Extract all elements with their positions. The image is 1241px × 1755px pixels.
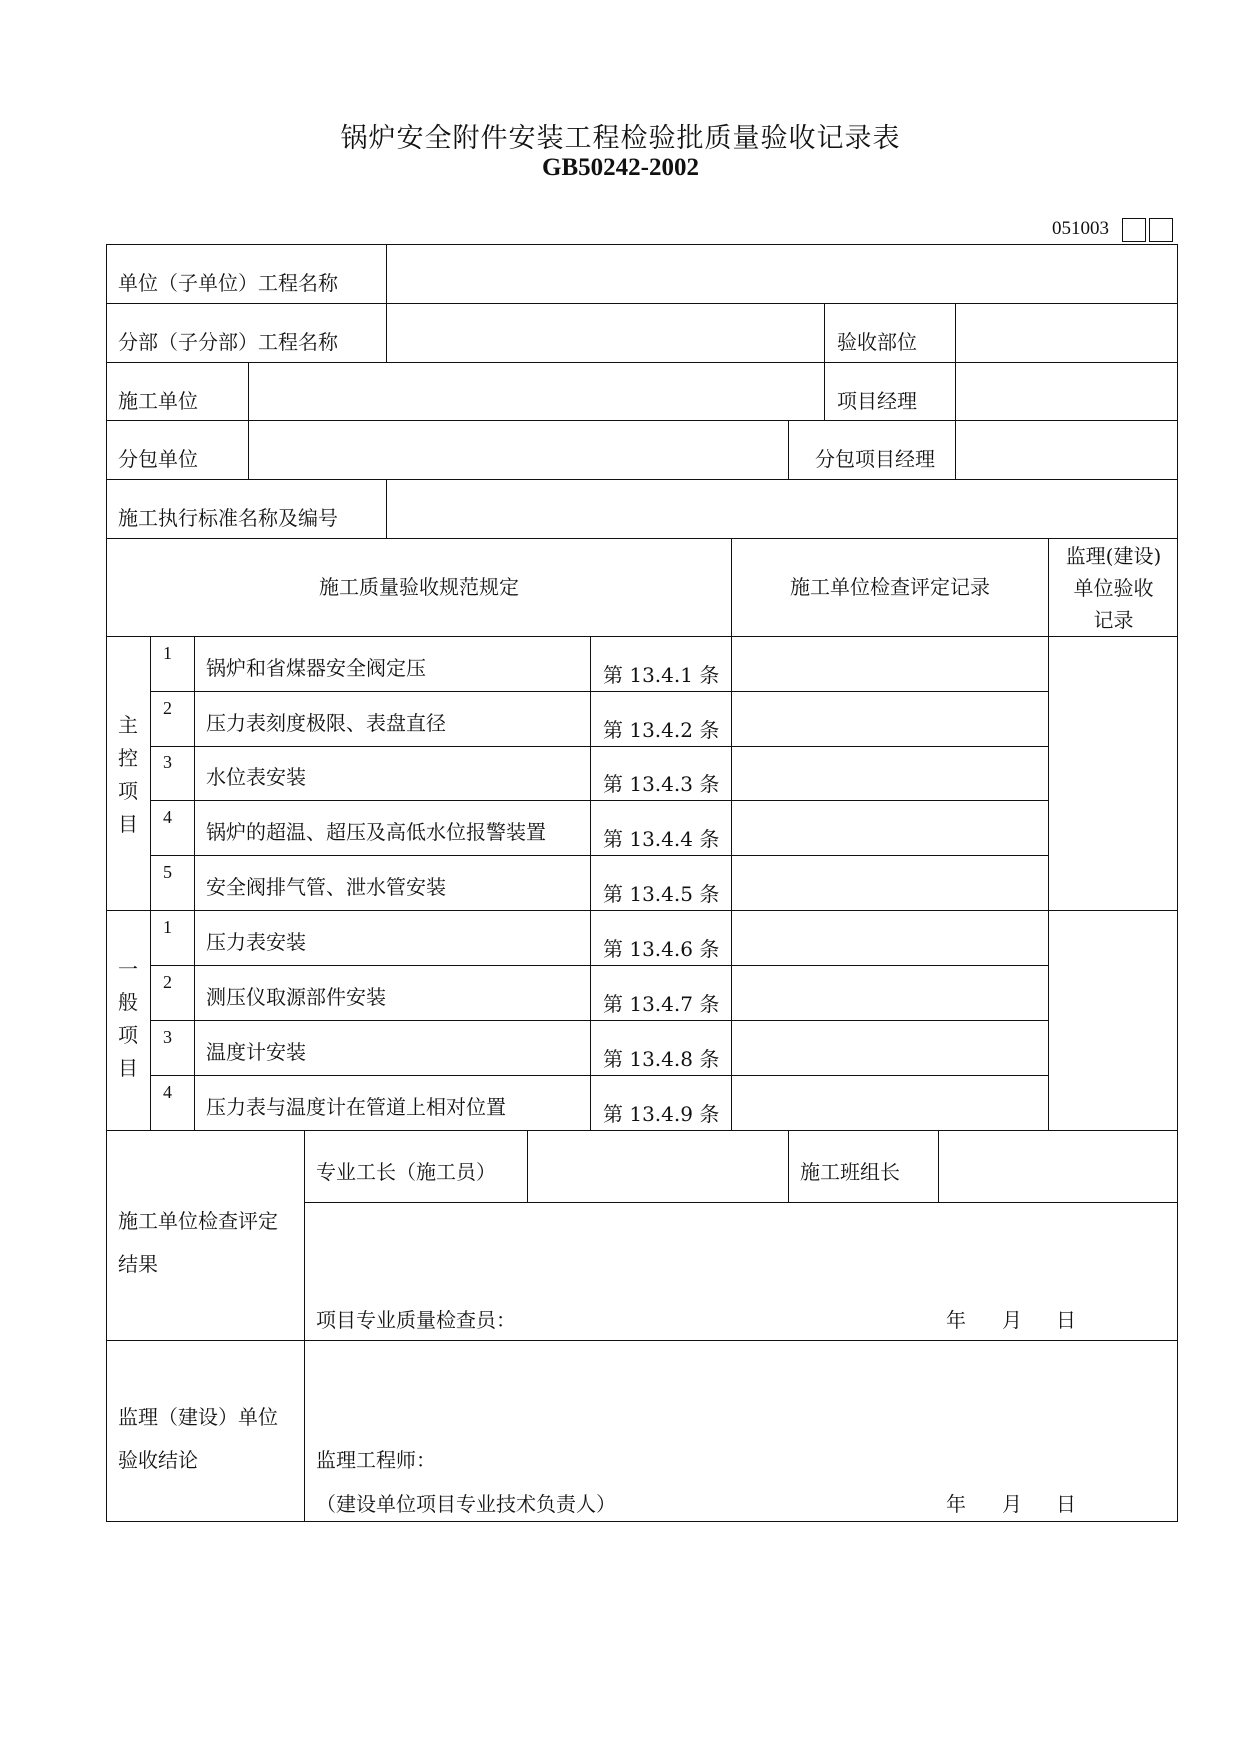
field-subcontract-manager[interactable] <box>957 422 1176 478</box>
result-label-2: 结果 <box>118 1252 158 1276</box>
col-header-supervision-1: 监理(建设) <box>1065 544 1162 568</box>
general-row-1-item: 压力表安装 <box>206 930 306 954</box>
main-check-record-cells[interactable] <box>733 638 1047 909</box>
field-construction-unit[interactable] <box>250 364 823 419</box>
main-supervision-record-cell[interactable] <box>1050 638 1176 909</box>
result-month: 月 <box>1002 1308 1022 1332</box>
general-row-4-clause: 第 13.4.9 条 <box>603 1102 720 1126</box>
label-standard-name-code: 施工执行标准名称及编号 <box>118 506 338 530</box>
general-row-3-clause: 第 13.4.8 条 <box>603 1047 720 1071</box>
field-acceptance-conclusion[interactable] <box>306 1342 1176 1442</box>
main-row-5-item: 安全阀排气管、泄水管安装 <box>206 875 446 899</box>
conclusion-label-2: 验收结论 <box>118 1448 198 1472</box>
conclusion-month: 月 <box>1002 1492 1022 1516</box>
col-header-spec: 施工质量验收规范规定 <box>319 575 519 599</box>
main-row-3-item: 水位表安装 <box>206 765 306 789</box>
form-code: 051003 <box>1052 218 1109 239</box>
field-acceptance-location[interactable] <box>957 305 1176 361</box>
general-check-record-cells[interactable] <box>733 912 1047 1129</box>
main-row-5-clause: 第 13.4.5 条 <box>603 882 720 906</box>
main-row-2-clause: 第 13.4.2 条 <box>603 718 720 742</box>
label-supervision-engineer: 监理工程师： <box>316 1448 436 1472</box>
label-owner-representative: （建设单位项目专业技术负责人） <box>316 1492 616 1516</box>
conclusion-day: 日 <box>1056 1492 1076 1516</box>
result-day: 日 <box>1056 1308 1076 1332</box>
main-row-3-no: 3 <box>163 752 172 772</box>
general-row-3-no: 3 <box>163 1027 172 1047</box>
conclusion-year: 年 <box>946 1492 966 1516</box>
main-row-4-no: 4 <box>163 807 172 827</box>
main-row-2-item: 压力表刻度极限、表盘直径 <box>206 711 446 735</box>
general-row-2-item: 测压仪取源部件安装 <box>206 985 386 1009</box>
col-header-check-record: 施工单位检查评定记录 <box>790 575 990 599</box>
result-year: 年 <box>946 1308 966 1332</box>
field-sub-project-name[interactable] <box>388 305 823 361</box>
general-row-2-clause: 第 13.4.7 条 <box>603 992 720 1016</box>
conclusion-label-1: 监理（建设）单位 <box>118 1405 278 1429</box>
field-project-manager[interactable] <box>957 364 1176 419</box>
general-supervision-record-cell[interactable] <box>1050 912 1176 1129</box>
label-subcontract-manager: 分包项目经理 <box>815 447 935 471</box>
general-row-4-item: 压力表与温度计在管道上相对位置 <box>206 1095 506 1119</box>
label-unit-project-name: 单位（子单位）工程名称 <box>118 271 338 295</box>
field-check-result[interactable] <box>306 1204 1176 1314</box>
field-unit-project-name[interactable] <box>388 246 1176 302</box>
main-row-1-clause: 第 13.4.1 条 <box>603 663 720 687</box>
label-team-leader: 施工班组长 <box>800 1160 900 1184</box>
field-team-leader[interactable] <box>940 1132 1176 1201</box>
field-foreman[interactable] <box>529 1132 787 1201</box>
result-label-1: 施工单位检查评定 <box>118 1209 278 1233</box>
label-sub-project-name: 分部（子分部）工程名称 <box>118 330 338 354</box>
label-acceptance-location: 验收部位 <box>837 330 917 354</box>
main-row-4-item: 锅炉的超温、超压及高低水位报警装置 <box>206 820 546 844</box>
general-row-1-no: 1 <box>163 917 172 937</box>
col-header-supervision-3: 记录 <box>1093 608 1134 632</box>
label-project-manager: 项目经理 <box>837 389 917 413</box>
label-construction-unit: 施工单位 <box>118 389 198 413</box>
general-items-label: 一 般 项 目 <box>118 957 138 1080</box>
label-quality-inspector: 项目专业质量检查员： <box>316 1308 516 1332</box>
main-row-1-item: 锅炉和省煤器安全阀定压 <box>206 656 426 680</box>
field-standard-name-code[interactable] <box>388 481 1176 537</box>
general-row-3-item: 温度计安装 <box>206 1040 306 1064</box>
main-row-1-no: 1 <box>163 643 172 663</box>
general-row-1-clause: 第 13.4.6 条 <box>603 937 720 961</box>
main-row-3-clause: 第 13.4.3 条 <box>603 772 720 796</box>
main-row-2-no: 2 <box>163 698 172 718</box>
col-header-supervision-2: 单位验收 <box>1073 576 1154 600</box>
general-row-2-no: 2 <box>163 972 172 992</box>
label-foreman: 专业工长（施工员） <box>316 1160 496 1184</box>
main-row-4-clause: 第 13.4.4 条 <box>603 827 720 851</box>
field-subcontract-unit[interactable] <box>250 422 787 478</box>
label-subcontract-unit: 分包单位 <box>118 447 198 471</box>
standard-code: GB50242-2002 <box>542 154 699 181</box>
main-row-5-no: 5 <box>163 862 172 882</box>
general-row-4-no: 4 <box>163 1082 172 1102</box>
main-items-label: 主 控 项 目 <box>118 713 138 836</box>
form-title: 锅炉安全附件安装工程检验批质量验收记录表 <box>340 123 901 154</box>
